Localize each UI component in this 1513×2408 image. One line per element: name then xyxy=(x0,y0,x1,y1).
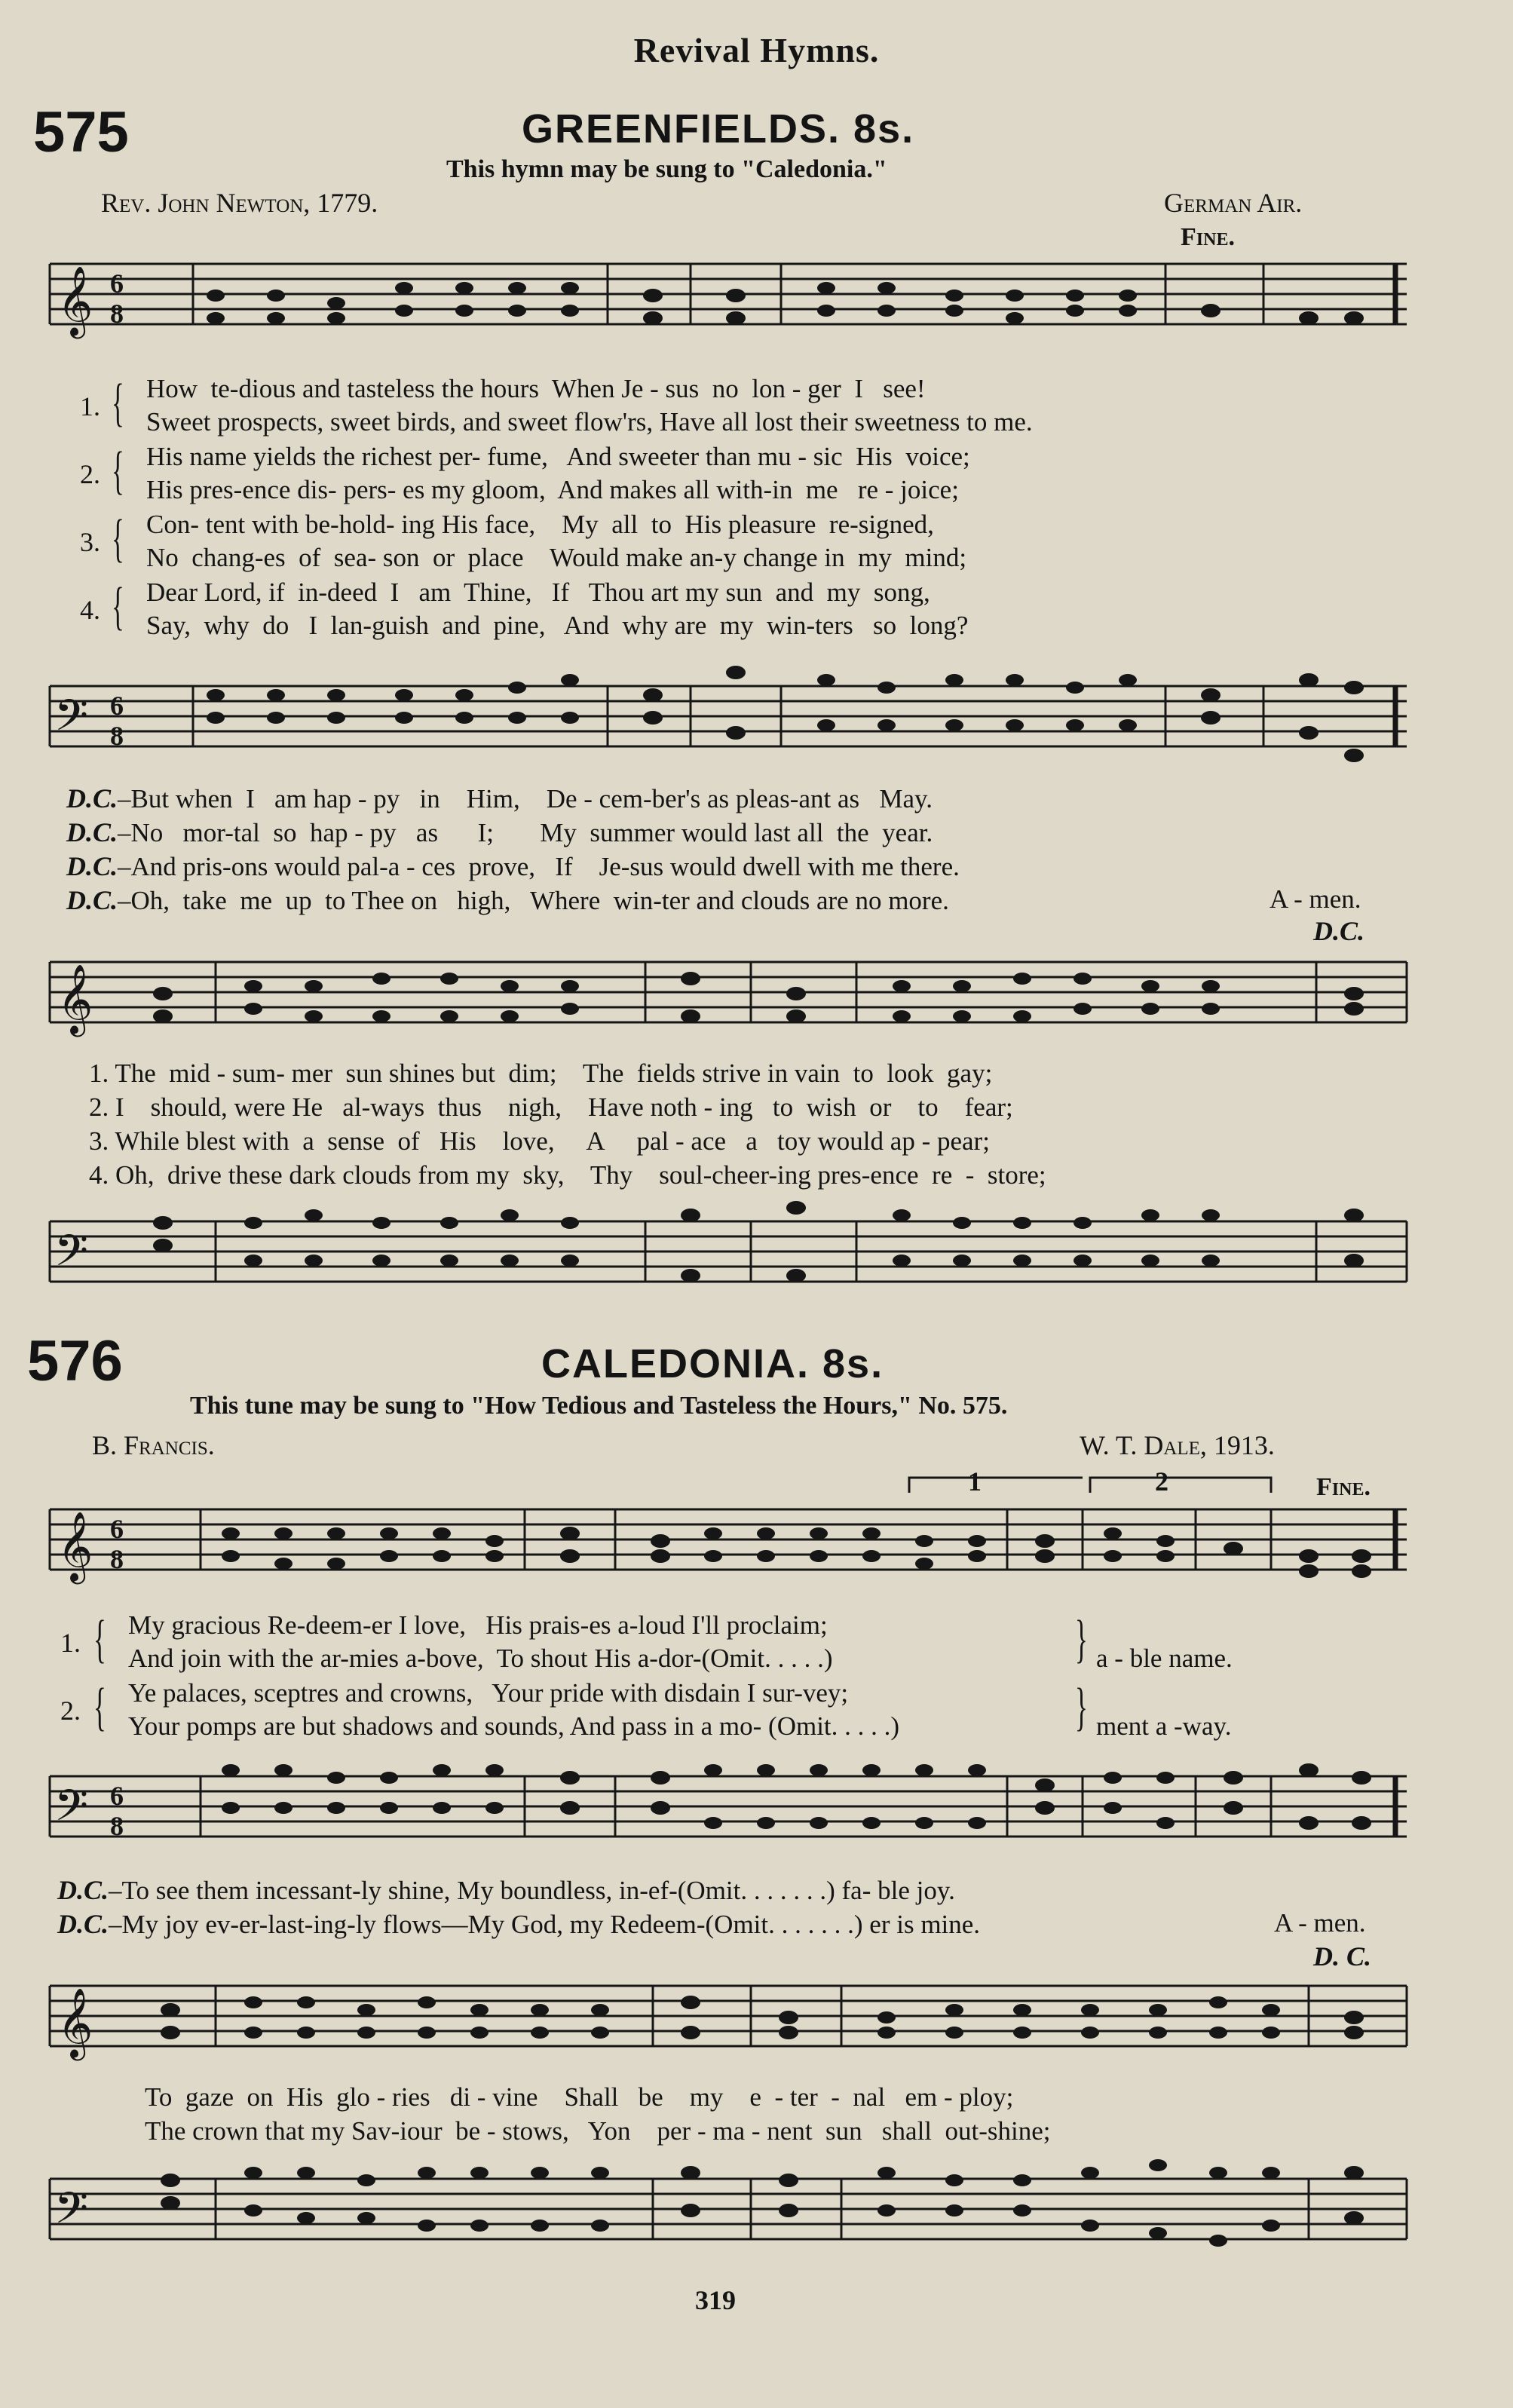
tune-note: This hymn may be sung to "Caledonia." xyxy=(446,155,887,183)
refrain-lines xyxy=(145,2082,1051,2150)
author-credit: B. Francis. xyxy=(92,1430,215,1460)
svg-text:𝄞: 𝄞 xyxy=(57,265,93,335)
svg-text:8: 8 xyxy=(110,721,124,751)
bass-staff xyxy=(27,663,1422,777)
bass-staff xyxy=(27,1754,1422,1867)
svg-text:𝄞: 𝄞 xyxy=(57,1511,93,1581)
dc-line: D.C.–Oh, take me up to Thee on high, Where win-ter and clouds are no more. xyxy=(66,885,949,915)
dc-line: D.C.–And pris-ons would pal-a - ces prove, If Je-sus would dwell with me there. xyxy=(66,851,960,881)
svg-text:6: 6 xyxy=(110,691,124,721)
svg-text:6: 6 xyxy=(110,268,124,299)
svg-text:𝄢: 𝄢 xyxy=(54,690,89,752)
svg-text:8: 8 xyxy=(110,1544,124,1574)
refrain-line: 2. I should, were He al-ways thus nigh, Have noth - ing to wish or to fear; xyxy=(89,1092,1013,1122)
bass-staff xyxy=(27,1191,1422,1312)
dc-line: D.C.–My joy ev-er-last-ing-ly flows—My God, my Redeem-(Omit. . . . . . .) er is mine. xyxy=(57,1909,981,1939)
refrain-line: The crown that my Sav-iour be - stows, Yon per - ma - nent sun shall out-shine; xyxy=(145,2116,1051,2146)
dc-lines xyxy=(66,783,960,918)
fine-mark: Fine. xyxy=(1181,223,1235,251)
dc-line: D.C.–To see them incessant-ly shine, My boundless, in-ef-(Omit. . . . . . .) fa- ble joy. xyxy=(57,1875,955,1905)
amen: A - men. xyxy=(1274,1908,1366,1938)
dc-mark: D.C. xyxy=(1313,916,1365,946)
treble-staff xyxy=(27,1971,1422,2069)
svg-text:8: 8 xyxy=(110,1811,124,1841)
svg-text:8: 8 xyxy=(110,299,124,329)
bass-staff xyxy=(27,2149,1422,2277)
svg-text:𝄢: 𝄢 xyxy=(54,1780,89,1842)
composer-credit: German Air. xyxy=(1164,188,1303,218)
tune-title: CALEDONIA. 8s. xyxy=(541,1341,884,1386)
composer-credit: W. T. Dale, 1913. xyxy=(1080,1430,1275,1460)
tune-title: GREENFIELDS. 8s. xyxy=(522,106,915,152)
treble-staff xyxy=(27,947,1422,1045)
svg-text:6: 6 xyxy=(110,1514,124,1544)
ending-brackets xyxy=(902,1463,1279,1508)
ending-1-label: 1 xyxy=(968,1466,982,1497)
refrain-lines xyxy=(89,1058,1046,1194)
dc-line: D.C.–No mor-tal so hap - py as I; My summer would last all the year. xyxy=(66,817,933,847)
hymn-number: 575 xyxy=(33,100,129,164)
page-number: 319 xyxy=(695,2285,736,2315)
tune-note: This tune may be sung to "How Tedious and Tasteless the Hours," No. 575. xyxy=(190,1392,1008,1420)
svg-text:𝄞: 𝄞 xyxy=(57,1987,93,2057)
treble-staff xyxy=(27,256,1422,354)
refrain-line: 4. Oh, drive these dark clouds from my sky, Thy soul-cheer-ing pres-ence re - store; xyxy=(89,1160,1046,1190)
svg-text:𝄢: 𝄢 xyxy=(54,1225,89,1287)
svg-text:𝄢: 𝄢 xyxy=(54,2183,89,2244)
hymn-number: 576 xyxy=(27,1329,123,1393)
treble-staff xyxy=(27,1502,1422,1600)
author-credit: Rev. John Newton, 1779. xyxy=(101,188,378,218)
dc-lines xyxy=(57,1874,980,1942)
refrain-line: 3. While blest with a sense of His love, A pal - ace a toy would ap - pear; xyxy=(89,1126,990,1156)
ending-2-label: 2 xyxy=(1155,1466,1168,1497)
svg-text:𝄞: 𝄞 xyxy=(57,964,93,1034)
dc-line: D.C.–But when I am hap - py in Him, De - cem-ber's as pleas-ant as May. xyxy=(66,783,933,813)
fine-mark: Fine. xyxy=(1316,1473,1371,1501)
amen: A - men. xyxy=(1270,884,1361,914)
dc-mark: D. C. xyxy=(1313,1941,1372,1971)
running-header: Revival Hymns. xyxy=(633,31,880,69)
svg-text:6: 6 xyxy=(110,1781,124,1811)
refrain-line: To gaze on His glo - ries di - vine Shall be my e - ter - nal em - ploy; xyxy=(145,2082,1014,2112)
refrain-line: 1. The mid - sum- mer sun shines but dim; The fields strive in vain to look gay; xyxy=(89,1058,993,1088)
